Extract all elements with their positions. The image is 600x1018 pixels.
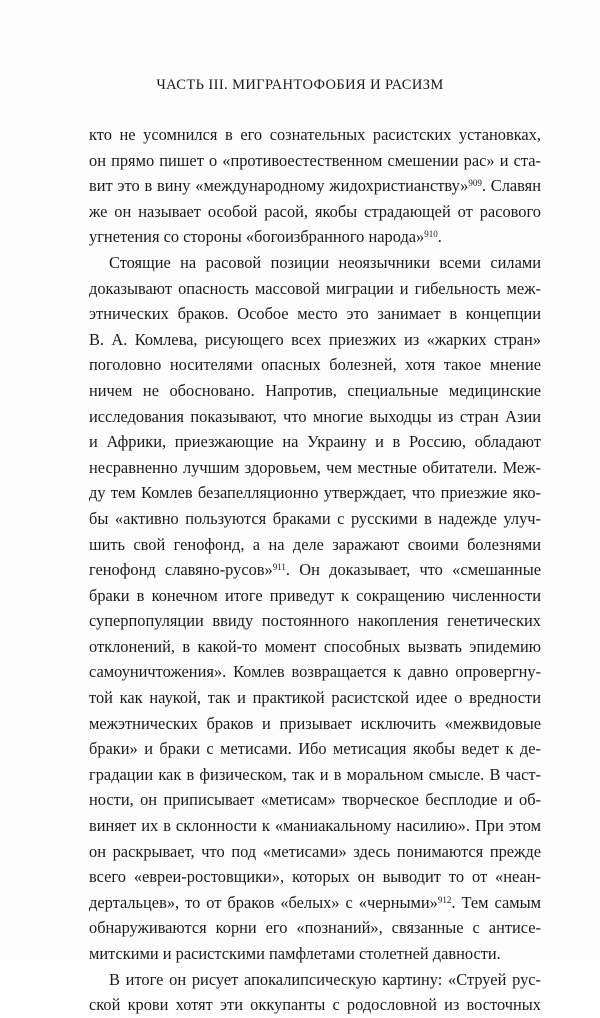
text-line <box>89 301 541 327</box>
text-line <box>89 480 541 506</box>
text-line <box>89 224 541 250</box>
text-line <box>89 736 541 762</box>
text-line <box>89 378 541 404</box>
text-line <box>89 122 541 148</box>
text-line <box>89 327 541 353</box>
text-line <box>89 813 541 839</box>
line-text: той как наукой, так и практикой расистской идее о вредности <box>89 688 541 708</box>
text-line <box>89 762 541 788</box>
text-line <box>89 148 541 174</box>
line-text: виняет их в склонности к «маниакальному насилию». При этом <box>89 816 541 836</box>
line-text: межэтнических браков и призывает исключить «межвидовые <box>89 713 541 733</box>
line-text: митскими и расистскими памфлетами столетней давности. <box>89 944 501 963</box>
line-text: он раскрывает, что под «метисами» здесь понимаются прежде <box>89 841 541 861</box>
body-text <box>89 122 541 1018</box>
line-text: кто не усомнился в его сознательных расистских установках, <box>89 125 541 144</box>
line-text: он прямо пишет о «противоестественном смешении рас» и ста- <box>89 150 541 170</box>
line-text-after: . Славян <box>481 176 541 196</box>
line-text: ду тем Комлев безапелляционно утверждает, что приезжие яко- <box>89 483 541 503</box>
line-text: В. А. Комлева, рисующего всех приезжих из «жарких стран» <box>89 329 541 349</box>
line-text: же он называет особой расой, якобы страдающей от расового <box>89 201 541 221</box>
line-text: В итоге он рисует апокалипсическую картину: «Струей рус- <box>109 969 541 989</box>
text-line <box>89 608 541 634</box>
text-line <box>89 557 541 583</box>
text-line <box>89 429 541 455</box>
text-line <box>89 915 541 941</box>
text-line <box>89 276 541 302</box>
line-text: дертальцев», то от браков «белых» с «черными» <box>89 892 438 912</box>
text-line <box>89 941 541 967</box>
line-text: браки» и браки с метисами. Ибо метисация якобы ведет к де- <box>89 739 541 759</box>
text-line <box>89 199 541 225</box>
line-text-after: . Он доказывает, что «смешанные <box>285 560 541 580</box>
line-text: вит это в вину «международному жидохристианству» <box>89 176 469 196</box>
footnote-ref: 912 <box>437 894 452 905</box>
line-text: и Африки, приезжающие на Украину и в Россию, обладают <box>89 432 541 452</box>
line-text: доказывают опасность массовой миграции и гибельность меж- <box>89 278 541 298</box>
line-text: несравненно лучшим здоровьем, чем местные обитатели. Меж- <box>89 457 541 477</box>
footnote-ref: 909 <box>468 178 482 189</box>
line-text-after: . <box>437 227 442 247</box>
line-text: поголовно носителями опасных болезней, хотя такое мнение <box>89 355 541 375</box>
line-text: исследования показывают, что многие выходцы из стран Азии <box>89 406 541 426</box>
footnote-ref: 911 <box>272 562 286 573</box>
text-line <box>89 173 541 199</box>
text-line <box>89 250 541 276</box>
text-line <box>89 787 541 813</box>
text-line <box>89 992 541 1018</box>
text-line <box>89 404 541 430</box>
line-text: самоуничтожения». Комлев возвращается к давно опровергну- <box>89 662 541 682</box>
line-text-after: . Тем самым <box>451 892 541 912</box>
text-line <box>89 967 541 993</box>
text-line <box>89 634 541 660</box>
line-text: генофонд славяно-русов» <box>89 560 273 580</box>
text-line <box>89 455 541 481</box>
text-line <box>89 711 541 737</box>
line-text: градации как в физическом, так и в моральном смысле. В част- <box>89 764 541 784</box>
line-text: обнаруживаются корни его «познаний», связанные с антисе- <box>89 918 541 938</box>
line-text: суперпопуляции ввиду постоянного накопления генетических <box>89 611 541 631</box>
text-line <box>89 839 541 865</box>
text-line <box>89 532 541 558</box>
text-line <box>89 685 541 711</box>
line-text: браки в конечном итоге приведут к сокращению численности <box>89 585 541 605</box>
line-text: угнетения со стороны «богоизбранного народа» <box>89 227 425 247</box>
line-text: ничем не обосновано. Напротив, специальные медицинские <box>89 380 541 400</box>
text-line <box>89 352 541 378</box>
running-head: ЧАСТЬ III. МИГРАНТОФОБИЯ И РАСИЗМ <box>156 77 444 93</box>
line-text: этнических браков. Особое место это занимает в концепции <box>89 304 541 324</box>
line-text: бы «активно пользуются браками с русскими в надежде улуч- <box>89 508 541 528</box>
line-text: отклонений, в какой-то момент способных вызвать эпидемию <box>89 636 541 656</box>
line-text: всего «евреи-ростовщики», которых он выводит то от «неан- <box>89 867 541 887</box>
text-line <box>89 506 541 532</box>
text-line <box>89 659 541 685</box>
line-text: Стоящие на расовой позиции неоязычники всеми силами <box>109 252 541 272</box>
line-text: шить свой генофонд, а на деле заражают своими болезнями <box>89 534 541 554</box>
text-line <box>89 864 541 890</box>
text-line <box>89 890 541 916</box>
text-line <box>89 583 541 609</box>
footnote-ref: 910 <box>424 229 438 240</box>
line-text: ской крови хотят эти оккупанты с родословной из восточных <box>89 995 541 1015</box>
line-text: ности, он приписывает «метисам» творческое бесплодие и об- <box>89 790 541 810</box>
